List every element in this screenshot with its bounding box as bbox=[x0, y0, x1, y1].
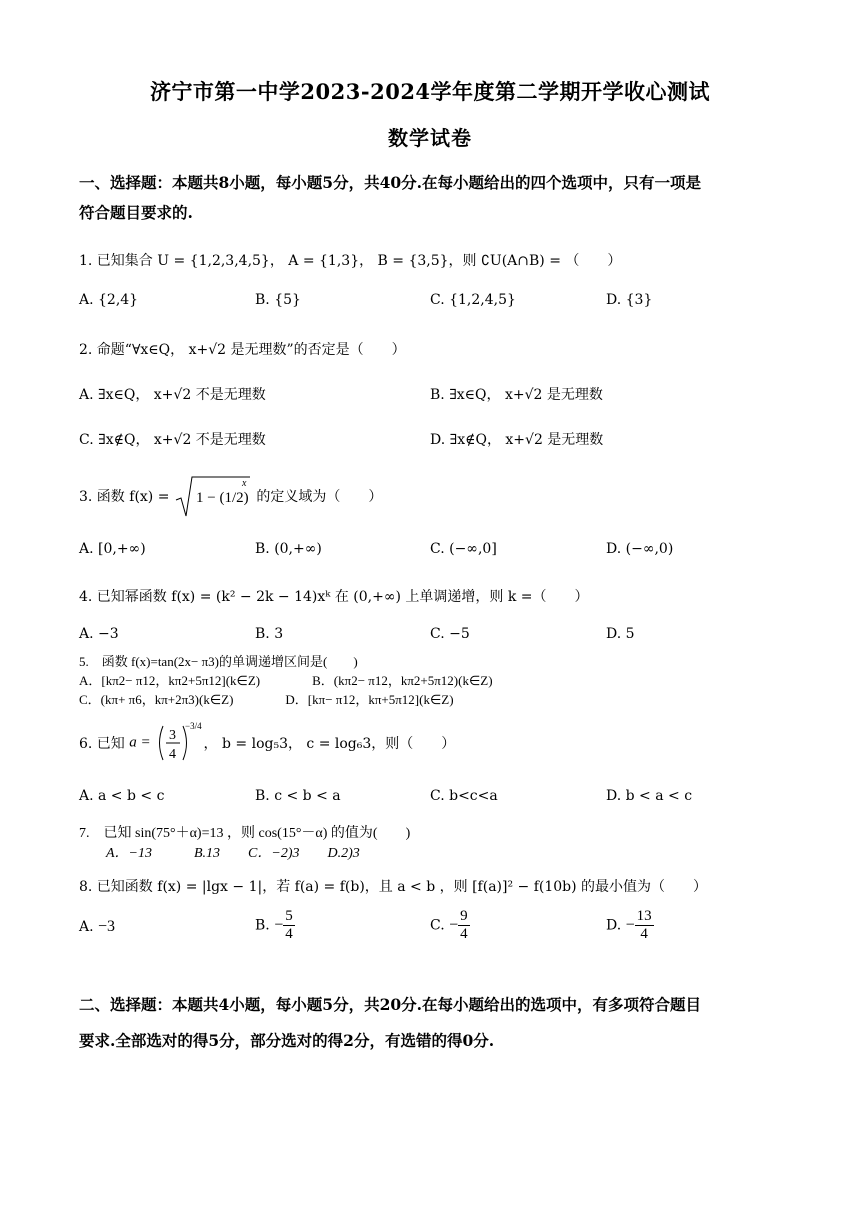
q6-option-c: C. b<c<a bbox=[430, 788, 498, 804]
q8-option-a-label: A. bbox=[79, 919, 94, 935]
q6-rest: ， b = log₅3， c = log₆3，则（ ） bbox=[203, 736, 456, 752]
q8-option-d-den: 4 bbox=[640, 926, 648, 942]
q1-option-c: C. {1,2,4,5} bbox=[430, 292, 516, 308]
exam-title: 济宁市第一中学2023-2024学年度第二学期开学收心测试 bbox=[149, 79, 711, 104]
q3-prefix: 3. 函数 f(x) = bbox=[79, 489, 170, 505]
section1-line1: 一、选择题：本题共8小题，每小题5分，共40分.在每小题给出的四个选项中，只有一项是 bbox=[79, 173, 702, 192]
q5-stem: 5. 函数 f(x)=tan(2x− π3)的单调递增区间是( ) bbox=[79, 654, 358, 669]
q6-prefix: 6. 已知 bbox=[79, 736, 125, 752]
q8-option-d-num: 13 bbox=[636, 908, 652, 924]
q6-option-b: B. c < b < a bbox=[255, 788, 341, 804]
q1-stem: 1. 已知集合 U = {1,2,3,4,5}， A = {1,3}， B = {3,5}，则 ∁U(A∩B) = （ ） bbox=[79, 253, 622, 269]
q8-option-b-den: 4 bbox=[285, 926, 293, 942]
q4-option-c: C. −5 bbox=[430, 626, 470, 642]
q6-power-formula bbox=[155, 718, 202, 768]
q3-sqrt-formula bbox=[174, 474, 252, 520]
q6-a-expr: a = bbox=[129, 734, 151, 751]
q8-option-b-num: 5 bbox=[285, 908, 293, 924]
q6-stem bbox=[79, 718, 455, 768]
q2-option-a: A. ∃x∈Q， x+√2 不是无理数 bbox=[79, 387, 266, 403]
q4-stem: 4. 已知幂函数 f(x) = (k² − 2k − 14)xᵏ 在 (0,+∞) 上单调递增，则 k =（ ） bbox=[79, 589, 589, 605]
q6-exponent: −3/4 bbox=[185, 721, 202, 731]
q3-suffix: 的定义域为（ ） bbox=[256, 489, 383, 505]
q2-stem: 2. 命题“∀x∈Q， x+√2 是无理数”的否定是（ ） bbox=[79, 342, 406, 358]
q4-option-b: B. 3 bbox=[255, 626, 284, 642]
q7-options: A．−13 B.13 C．−2)3 D.2)3 bbox=[106, 846, 360, 861]
q1-option-a: A. {2,4} bbox=[79, 292, 139, 308]
q6-option-a: A. a < b < c bbox=[79, 788, 165, 804]
q3-option-c: C. (−∞,0] bbox=[430, 541, 497, 557]
q2-option-d: D. ∃x∉Q， x+√2 是无理数 bbox=[430, 432, 604, 448]
q8-option-d-label: D. bbox=[606, 917, 622, 934]
q7-stem: 7. 已知 sin(75°＋α)=13 ，则 cos(15°－α) 的值为( ) bbox=[79, 826, 411, 841]
q6-base-denominator: 4 bbox=[169, 747, 177, 762]
q8-option-b-fraction bbox=[283, 908, 295, 943]
exam-subtitle: 数学试卷 bbox=[388, 126, 472, 150]
q8-option-c-fraction bbox=[458, 908, 470, 943]
q3-stem bbox=[79, 474, 382, 520]
q4-option-a: A. −3 bbox=[79, 626, 119, 642]
q3-exponent: x bbox=[241, 478, 247, 489]
section1-line2: 符合题目要求的. bbox=[79, 203, 193, 222]
q2-option-b: B. ∃x∈Q， x+√2 是无理数 bbox=[430, 387, 603, 403]
q6-option-d: D. b < a < c bbox=[606, 788, 693, 804]
q8-option-a bbox=[79, 918, 115, 936]
q2-option-c: C. ∃x∉Q， x+√2 不是无理数 bbox=[79, 432, 266, 448]
q4-option-d: D. 5 bbox=[606, 626, 635, 642]
q8-option-d: D. − $\frac{13}{4}$ bbox=[606, 908, 652, 942]
section2-line1: 二、选择题：本题共4小题，每小题5分，共20分.在每小题给出的选项中，有多项符合题目 bbox=[79, 995, 702, 1014]
q8-option-b-label: B. bbox=[255, 917, 270, 934]
q1-option-b: B. {5} bbox=[255, 292, 301, 308]
q8-option-b: B. − $\frac{5}{4}$ bbox=[255, 908, 293, 942]
q1-option-d: D. {3} bbox=[606, 292, 653, 308]
q8-option-d-fraction bbox=[635, 908, 654, 943]
q3-sqrt-inner: 1 − (1/2) bbox=[195, 490, 249, 506]
q8-option-a-value: −3 bbox=[98, 918, 116, 935]
q3-option-b: B. (0,+∞) bbox=[255, 541, 322, 557]
q8-option-c-label: C. bbox=[430, 917, 445, 934]
q8-option-c-den: 4 bbox=[460, 926, 468, 942]
q3-option-a: A. [0,+∞) bbox=[79, 541, 146, 557]
q5-options-ab: A．[kπ2− π12，kπ2+5π12](k∈Z) B．(kπ2− π12，kπ2+5π12)(k∈Z) bbox=[79, 673, 493, 688]
section2-line2: 要求.全部选对的得5分，部分选对的得2分，有选错的得0分. bbox=[79, 1031, 495, 1050]
q3-option-d: D. (−∞,0) bbox=[606, 541, 674, 557]
q5-options-cd: C．(kπ+ π6，kπ+2π3)(k∈Z) D．[kπ− π12，kπ+5π12](k∈Z) bbox=[79, 692, 454, 707]
q8-option-c: C. − $\frac{9}{4}$ bbox=[430, 908, 468, 942]
q8-option-c-num: 9 bbox=[460, 908, 468, 924]
q8-stem: 8. 已知函数 f(x) = |lgx − 1|，若 f(a) = f(b)，且 a < b ，则 [f(a)]² − f(10b) 的最小值为（ ） bbox=[79, 879, 708, 895]
q6-base-numerator: 3 bbox=[169, 728, 177, 743]
section1-heading bbox=[79, 168, 791, 228]
section2-heading bbox=[79, 990, 791, 1056]
